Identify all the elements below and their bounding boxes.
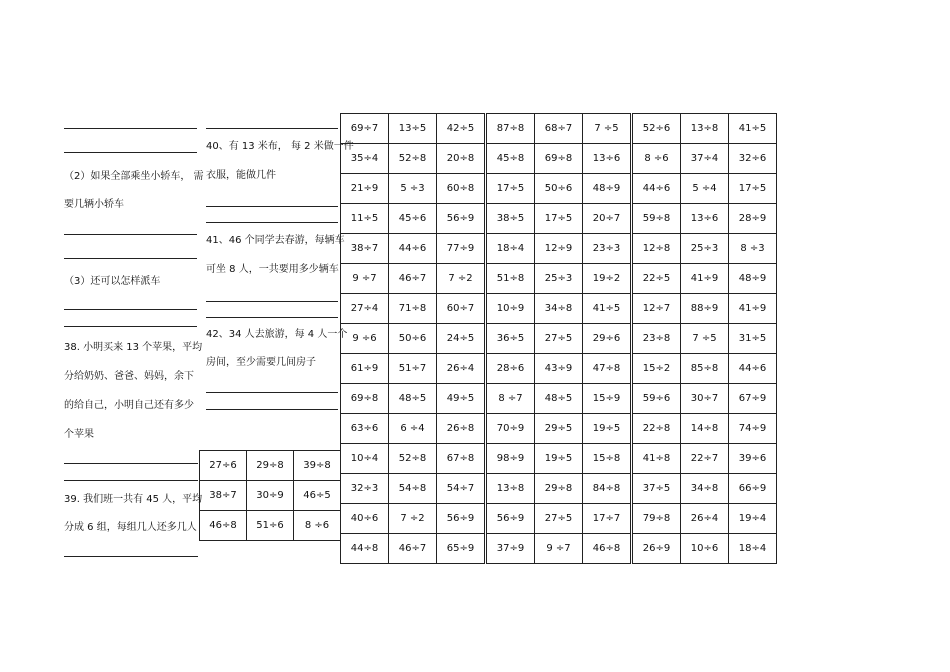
q42-text-line1: 42、34 人去旅游，每 4 人一个 (206, 329, 348, 340)
grid-cell: 56÷9 (437, 504, 486, 534)
grid-cell: 48÷5 (535, 384, 583, 414)
q2-text-line1: （2）如果全部乘坐小轿车， 需 (64, 171, 204, 182)
grid-cell: 70÷9 (486, 414, 535, 444)
grid-cell: 8 ÷7 (486, 384, 535, 414)
grid-cell: 9 ÷7 (535, 534, 583, 564)
q41-text-line1: 41、46 个同学去春游，每辆车 (206, 235, 345, 246)
answer-line (64, 152, 197, 153)
answer-line (206, 222, 338, 223)
answer-line (64, 128, 197, 129)
grid-cell: 7 ÷2 (389, 504, 437, 534)
grid-cell: 28÷9 (729, 204, 777, 234)
grid-cell: 18÷4 (729, 534, 777, 564)
grid-cell: 38÷7 (200, 481, 247, 511)
grid-cell: 43÷9 (535, 354, 583, 384)
grid-row (341, 504, 777, 534)
grid-cell: 27÷4 (341, 294, 389, 324)
grid-cell: 48÷9 (583, 174, 632, 204)
grid-cell: 37÷5 (632, 474, 681, 504)
grid-cell: 40÷6 (341, 504, 389, 534)
grid-row (341, 234, 777, 264)
grid-cell: 66÷9 (729, 474, 777, 504)
grid-cell: 15÷9 (583, 384, 632, 414)
grid-cell: 12÷9 (535, 234, 583, 264)
q40-text-line1: 40、有 13 米布， 每 2 米做一件 (206, 141, 354, 152)
grid-cell: 26÷4 (681, 504, 729, 534)
grid-cell: 30÷7 (681, 384, 729, 414)
grid-cell: 7 ÷2 (437, 264, 486, 294)
grid-cell: 11÷5 (341, 204, 389, 234)
grid-cell: 67÷8 (437, 444, 486, 474)
grid-cell: 67÷9 (729, 384, 777, 414)
grid-cell: 14÷8 (681, 414, 729, 444)
grid-cell: 46÷8 (583, 534, 632, 564)
grid-row (341, 534, 777, 564)
grid-cell: 84÷8 (583, 474, 632, 504)
grid-cell: 38÷5 (486, 204, 535, 234)
grid-row (200, 451, 341, 481)
grid-cell: 29÷8 (247, 451, 294, 481)
grid-cell: 8 ÷3 (729, 234, 777, 264)
grid-cell: 32÷6 (729, 144, 777, 174)
grid-cell: 46÷7 (389, 264, 437, 294)
grid-cell: 44÷6 (632, 174, 681, 204)
grid-cell: 27÷6 (200, 451, 247, 481)
grid-cell: 46÷8 (200, 511, 247, 541)
grid-cell: 8 ÷6 (294, 511, 341, 541)
grid-row (341, 294, 777, 324)
grid-cell: 25÷3 (681, 234, 729, 264)
grid-cell: 48÷9 (729, 264, 777, 294)
grid-cell: 13÷6 (583, 144, 632, 174)
q40-text-line2: 衣服，能做几件 (206, 170, 276, 181)
grid-cell: 59÷8 (632, 204, 681, 234)
q2-text-line2: 要几辆小轿车 (64, 199, 124, 210)
grid-cell: 31÷5 (729, 324, 777, 354)
grid-cell: 38÷7 (341, 234, 389, 264)
grid-cell: 7 ÷5 (681, 324, 729, 354)
grid-cell: 13÷5 (389, 114, 437, 144)
grid-cell: 60÷8 (437, 174, 486, 204)
grid-cell: 46÷5 (294, 481, 341, 511)
grid-cell: 25÷3 (535, 264, 583, 294)
grid-cell: 71÷8 (389, 294, 437, 324)
grid-row (341, 114, 777, 144)
grid-cell: 56÷9 (437, 204, 486, 234)
grid-cell: 52÷8 (389, 444, 437, 474)
grid-cell: 15÷8 (583, 444, 632, 474)
grid-cell: 41÷8 (632, 444, 681, 474)
grid-cell: 45÷6 (389, 204, 437, 234)
grid-cell: 10÷9 (486, 294, 535, 324)
grid-cell: 19÷4 (729, 504, 777, 534)
grid-cell: 5 ÷4 (681, 174, 729, 204)
grid-cell: 17÷7 (583, 504, 632, 534)
grid-cell: 12÷8 (632, 234, 681, 264)
grid-row (341, 174, 777, 204)
grid-cell: 22÷5 (632, 264, 681, 294)
answer-line (64, 258, 197, 259)
grid-cell: 23÷8 (632, 324, 681, 354)
grid-cell: 79÷8 (632, 504, 681, 534)
grid-cell: 22÷8 (632, 414, 681, 444)
grid-cell: 47÷8 (583, 354, 632, 384)
grid-cell: 17÷5 (729, 174, 777, 204)
grid-cell: 13÷8 (681, 114, 729, 144)
grid-cell: 59÷6 (632, 384, 681, 414)
answer-line (206, 409, 338, 410)
grid-cell: 12÷7 (632, 294, 681, 324)
grid-cell: 44÷8 (341, 534, 389, 564)
grid-cell: 98÷9 (486, 444, 535, 474)
grid-cell: 51÷8 (486, 264, 535, 294)
grid-cell: 27÷5 (535, 504, 583, 534)
grid-cell: 69÷7 (341, 114, 389, 144)
grid-row (341, 474, 777, 504)
grid-cell: 30÷9 (247, 481, 294, 511)
q39-text-line2: 分成 6 组，每组几人还多几人 (64, 522, 197, 533)
answer-line (206, 206, 338, 207)
grid-cell: 54÷7 (437, 474, 486, 504)
grid-cell: 29÷6 (583, 324, 632, 354)
grid-cell: 19÷5 (535, 444, 583, 474)
grid-cell: 6 ÷4 (389, 414, 437, 444)
grid-cell: 45÷8 (486, 144, 535, 174)
answer-line (206, 392, 338, 393)
grid-cell: 15÷2 (632, 354, 681, 384)
grid-cell: 41÷9 (681, 264, 729, 294)
grid-cell: 27÷5 (535, 324, 583, 354)
grid-row (200, 511, 341, 541)
grid-cell: 39÷8 (294, 451, 341, 481)
grid-cell: 37÷4 (681, 144, 729, 174)
grid-cell: 87÷8 (486, 114, 535, 144)
grid-cell: 26÷4 (437, 354, 486, 384)
answer-line (64, 556, 198, 557)
answer-line (206, 301, 338, 302)
grid-cell: 69÷8 (535, 144, 583, 174)
grid-cell: 20÷7 (583, 204, 632, 234)
grid-cell: 51÷6 (247, 511, 294, 541)
grid-cell: 65÷9 (437, 534, 486, 564)
grid-cell: 28÷6 (486, 354, 535, 384)
grid-row (341, 354, 777, 384)
q38-text-line4: 个苹果 (64, 429, 94, 440)
q41-text-line2: 可坐 8 人，一共要用多少辆车 (206, 264, 339, 275)
grid-cell: 48÷5 (389, 384, 437, 414)
grid-cell: 56÷9 (486, 504, 535, 534)
grid-cell: 34÷8 (681, 474, 729, 504)
grid-cell: 18÷4 (486, 234, 535, 264)
grid-row (341, 264, 777, 294)
grid-cell: 41÷9 (729, 294, 777, 324)
q39-text-line1: 39. 我们班一共有 45 人，平均 (64, 494, 203, 505)
grid-cell: 9 ÷6 (341, 324, 389, 354)
grid-row (341, 384, 777, 414)
grid-cell: 24÷5 (437, 324, 486, 354)
answer-line (206, 317, 338, 318)
grid-cell: 74÷9 (729, 414, 777, 444)
grid-cell: 51÷7 (389, 354, 437, 384)
grid-row (341, 144, 777, 174)
grid-cell: 10÷4 (341, 444, 389, 474)
q38-text-line1: 38. 小明买来 13 个苹果，平均 (64, 342, 203, 353)
grid-cell: 68÷7 (535, 114, 583, 144)
grid-cell: 17÷5 (486, 174, 535, 204)
grid-cell: 26÷9 (632, 534, 681, 564)
grid-cell: 41÷5 (583, 294, 632, 324)
grid-cell: 10÷6 (681, 534, 729, 564)
grid-cell: 49÷5 (437, 384, 486, 414)
q42-text-line2: 房间，至少需要几间房子 (206, 357, 316, 368)
grid-cell: 37÷9 (486, 534, 535, 564)
grid-cell: 63÷6 (341, 414, 389, 444)
grid-cell: 32÷3 (341, 474, 389, 504)
grid-row (200, 481, 341, 511)
grid-cell: 52÷8 (389, 144, 437, 174)
answer-line (64, 326, 197, 327)
grid-cell: 22÷7 (681, 444, 729, 474)
grid-cell: 61÷9 (341, 354, 389, 384)
answer-line (64, 309, 197, 310)
grid-cell: 50÷6 (535, 174, 583, 204)
answer-line (64, 480, 198, 481)
grid-cell: 77÷9 (437, 234, 486, 264)
grid-cell: 13÷8 (486, 474, 535, 504)
grid-cell: 88÷9 (681, 294, 729, 324)
small-division-grid (199, 450, 341, 541)
grid-cell: 19÷5 (583, 414, 632, 444)
grid-cell: 34÷8 (535, 294, 583, 324)
grid-cell: 46÷7 (389, 534, 437, 564)
grid-cell: 60÷7 (437, 294, 486, 324)
grid-row (341, 324, 777, 354)
grid-cell: 23÷3 (583, 234, 632, 264)
grid-cell: 52÷6 (632, 114, 681, 144)
grid-cell: 9 ÷7 (341, 264, 389, 294)
grid-cell: 36÷5 (486, 324, 535, 354)
grid-cell: 54÷8 (389, 474, 437, 504)
q38-text-line3: 的给自己，小明自己还有多少 (64, 400, 194, 411)
answer-line (64, 234, 197, 235)
grid-cell: 85÷8 (681, 354, 729, 384)
grid-cell: 50÷6 (389, 324, 437, 354)
grid-cell: 44÷6 (389, 234, 437, 264)
grid-row (341, 444, 777, 474)
answer-line (64, 463, 198, 464)
grid-cell: 7 ÷5 (583, 114, 632, 144)
grid-cell: 21÷9 (341, 174, 389, 204)
grid-cell: 42÷5 (437, 114, 486, 144)
q38-text-line2: 分给奶奶、爸爸、妈妈，余下 (64, 371, 194, 382)
grid-cell: 17÷5 (535, 204, 583, 234)
grid-cell: 26÷8 (437, 414, 486, 444)
q3-text: （3）还可以怎样派车 (64, 276, 161, 287)
grid-cell: 44÷6 (729, 354, 777, 384)
division-practice-grid (340, 113, 777, 564)
grid-cell: 29÷8 (535, 474, 583, 504)
answer-line (206, 128, 338, 129)
grid-cell: 35÷4 (341, 144, 389, 174)
grid-cell: 41÷5 (729, 114, 777, 144)
grid-row (341, 414, 777, 444)
grid-cell: 5 ÷3 (389, 174, 437, 204)
grid-cell: 29÷5 (535, 414, 583, 444)
grid-cell: 19÷2 (583, 264, 632, 294)
grid-row (341, 204, 777, 234)
grid-cell: 69÷8 (341, 384, 389, 414)
grid-cell: 8 ÷6 (632, 144, 681, 174)
grid-cell: 39÷6 (729, 444, 777, 474)
grid-cell: 13÷6 (681, 204, 729, 234)
grid-cell: 20÷8 (437, 144, 486, 174)
